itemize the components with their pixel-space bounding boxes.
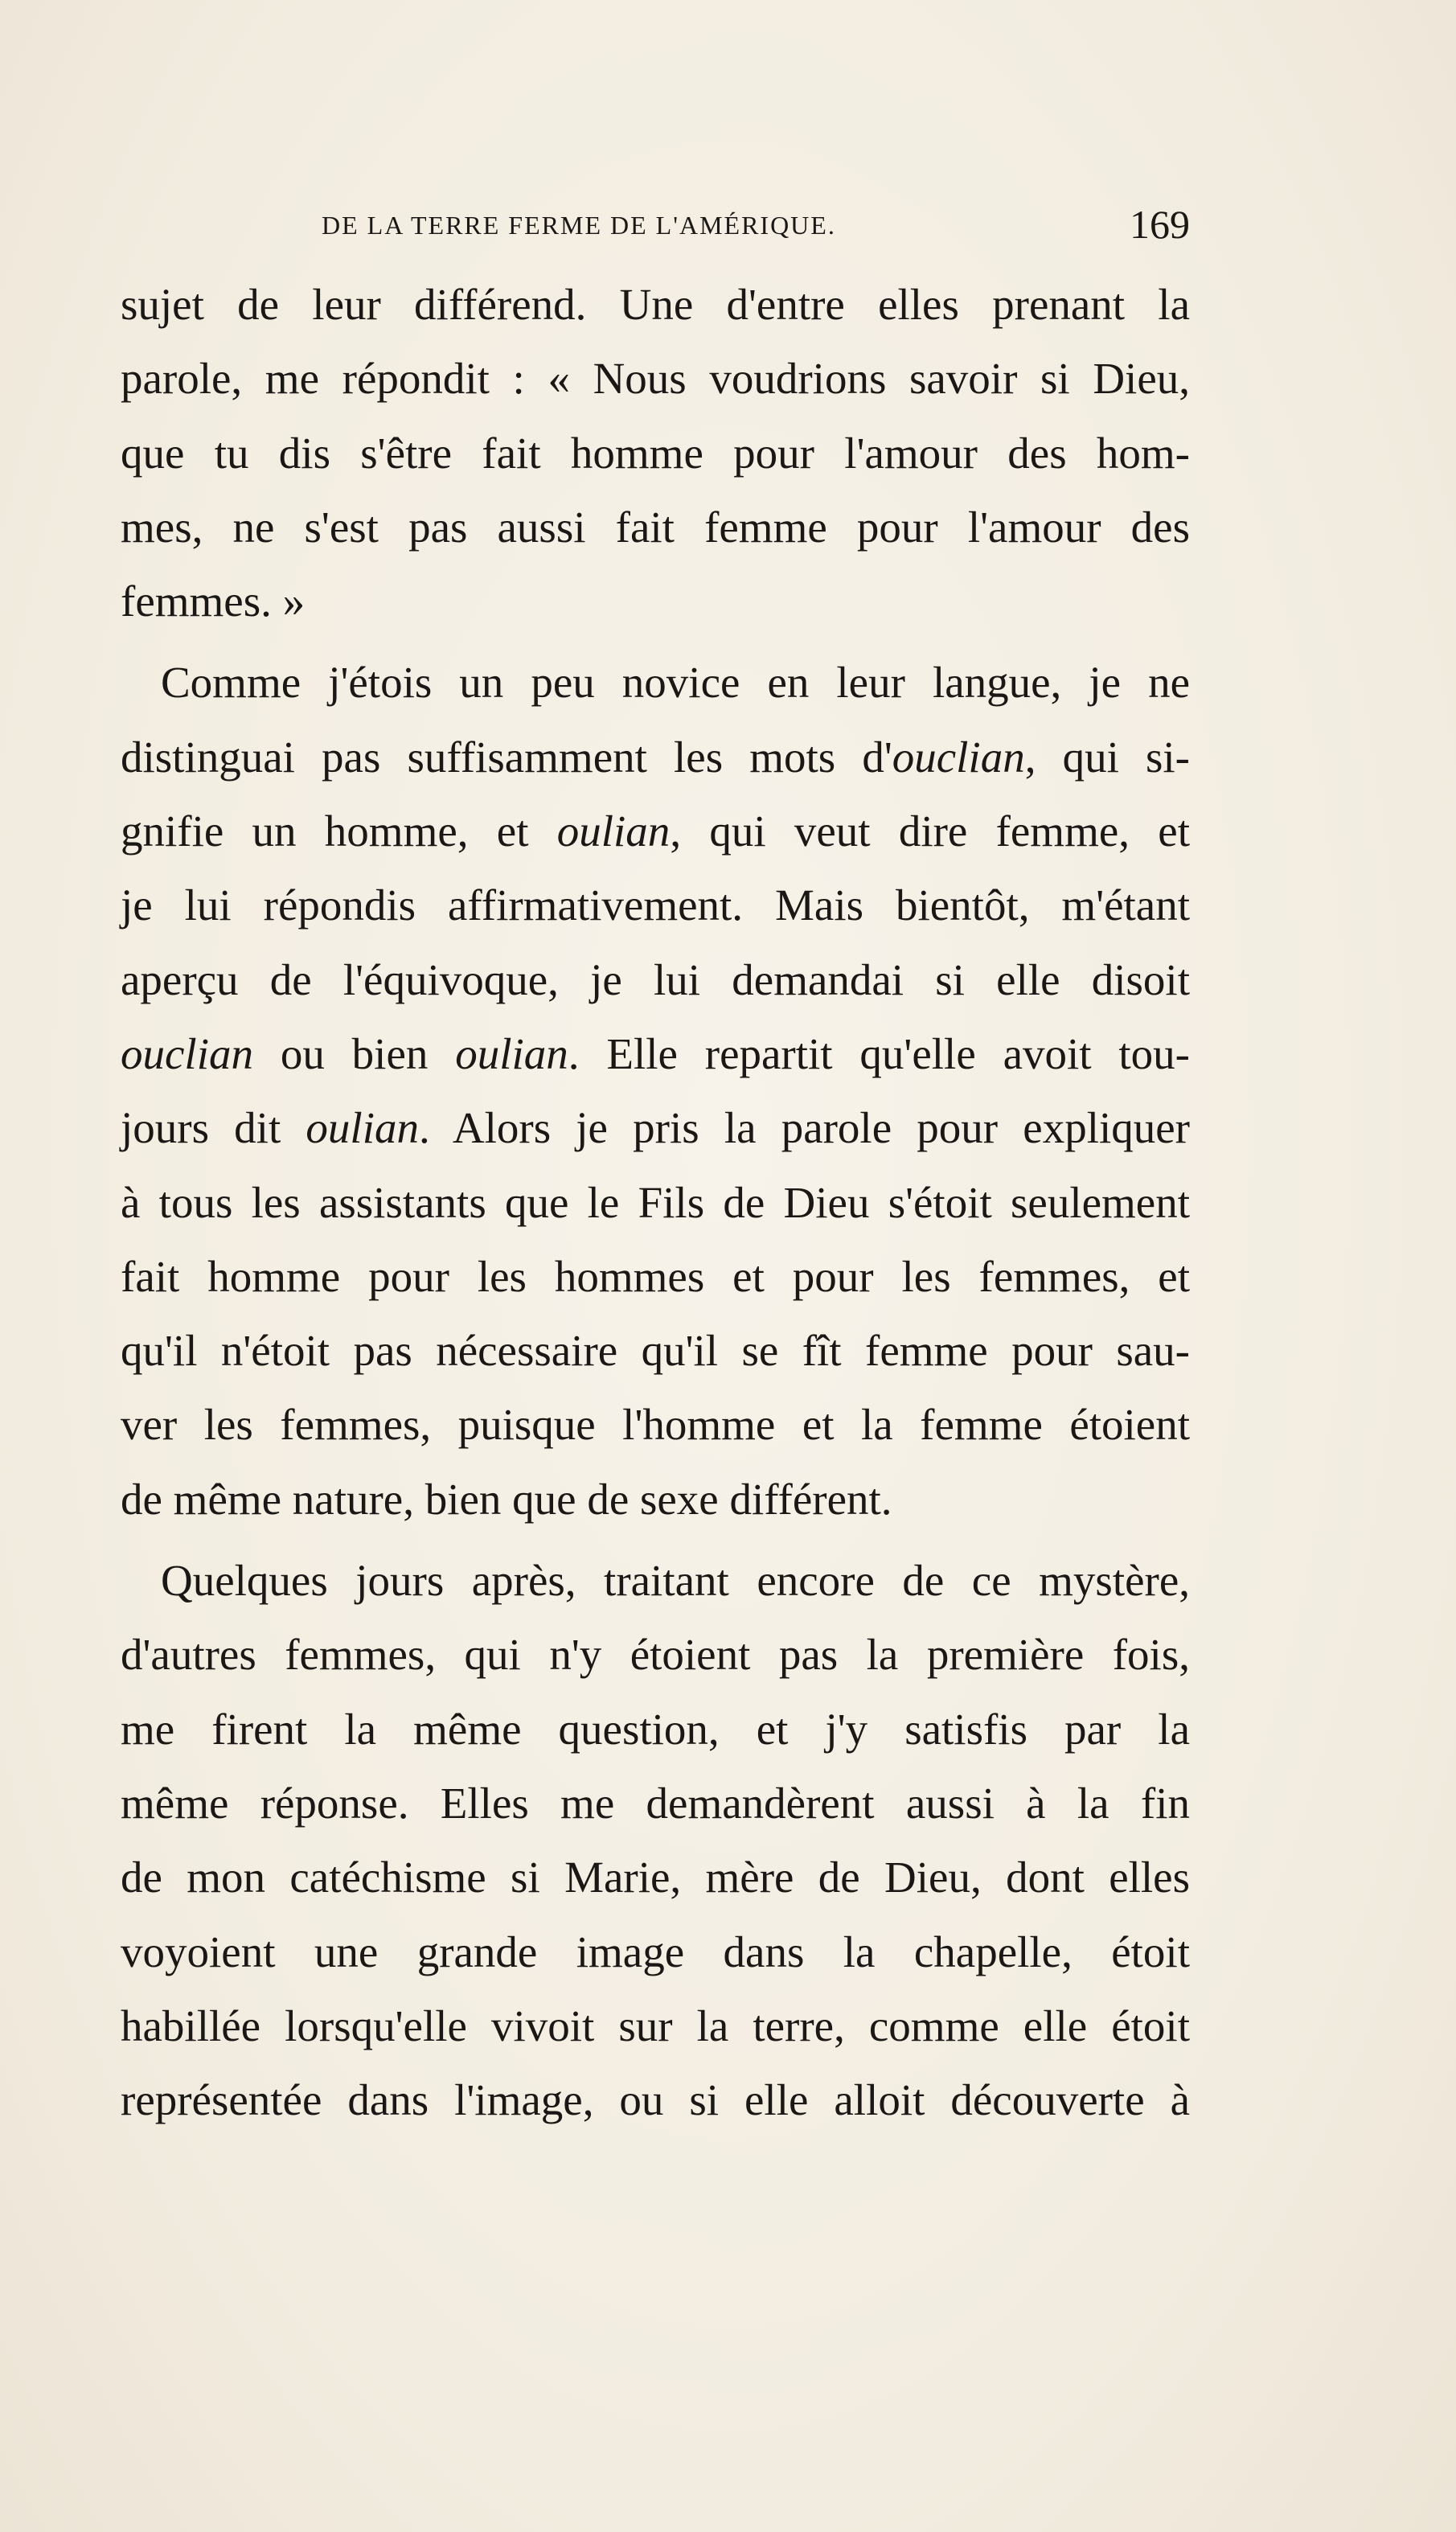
text-line: jours dit oulian. Alors je pris la parole pour expliquer: [121, 1103, 1190, 1153]
text-line: aperçu de l'équivoque, je lui demandai si elle disoit: [121, 954, 1190, 1004]
text-line: de mon catéchisme si Marie, mère de Dieu, dont elles: [121, 1853, 1190, 1902]
text-line: représentée dans l'image, ou si elle alloit découverte à: [121, 2075, 1190, 2125]
text-line: voyoient une grande image dans la chapelle, étoit: [121, 1927, 1190, 1976]
text-line: fait homme pour les hommes et pour les femmes, et: [121, 1251, 1190, 1301]
text-line: d'autres femmes, qui n'y étoient pas la première fois,: [121, 1630, 1190, 1680]
running-head: DE LA TERRE FERME DE L'AMÉRIQUE.: [322, 211, 836, 240]
page-header: [121, 201, 1190, 252]
text-line: distinguai pas suffisamment les mots d'ouclian, qui si-: [121, 732, 1190, 782]
text-line: même réponse. Elles me demandèrent aussi à la fin: [121, 1778, 1190, 1828]
text-line: Quelques jours après, traitant encore de ce mystère,: [161, 1556, 1190, 1606]
italic-word: oulian: [556, 806, 671, 856]
italic-word: oulian: [455, 1028, 568, 1078]
page-number: 169: [1130, 202, 1190, 247]
text-line: qu'il n'étoit pas nécessaire qu'il se fît femme pour sau-: [121, 1326, 1190, 1376]
text-line: femmes. »: [121, 577, 306, 626]
text-line: habillée lorsqu'elle vivoit sur la terre, comme elle étoit: [121, 2001, 1190, 2050]
text-line: gnifie un homme, et oulian, qui veut dire femme, et: [121, 806, 1190, 856]
italic-word: oulian: [306, 1103, 419, 1153]
text-line: à tous les assistants que le Fils de Dieu s'étoit seulement: [121, 1177, 1190, 1227]
text-line: que tu dis s'être fait homme pour l'amour des hom-: [121, 428, 1190, 478]
body-text: [121, 268, 1190, 2137]
text-line: ouclian ou bien oulian. Elle repartit qu'elle avoit tou-: [121, 1028, 1190, 1078]
text-line: Comme j'étois un peu novice en leur langue, je ne: [161, 658, 1190, 708]
text-line: ver les femmes, puisque l'homme et la femme étoient: [121, 1400, 1190, 1450]
text-line: mes, ne s'est pas aussi fait femme pour l'amour des: [121, 502, 1190, 552]
text-line: sujet de leur différend. Une d'entre elles prenant la: [121, 280, 1190, 329]
text-line: de même nature, bien que de sexe différent.: [121, 1474, 892, 1524]
italic-word: ouclian: [121, 1028, 253, 1078]
text-line: je lui répondis affirmativement. Mais bientôt, m'étant: [121, 880, 1190, 930]
text-line: parole, me répondit : « Nous voudrions savoir si Dieu,: [121, 354, 1190, 404]
italic-word: ouclian: [892, 732, 1025, 782]
text-line: me firent la même question, et j'y satisfis par la: [121, 1704, 1190, 1754]
